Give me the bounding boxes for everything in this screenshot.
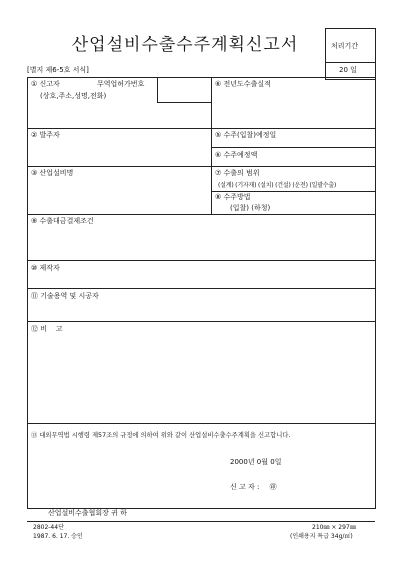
scope-options: (설계) (기자재) (설치) (건설) (운전) (일괄수출) xyxy=(218,182,337,189)
seal-mark: ㊞ xyxy=(269,483,277,491)
divider xyxy=(27,214,375,215)
field-number: ⑥ xyxy=(215,80,222,88)
applicant-label xyxy=(31,80,60,89)
payment-text: 수출대금결제조건 xyxy=(39,217,94,225)
declaration-text xyxy=(31,432,290,440)
declaration-date: 2000년 0월 0일 xyxy=(230,458,282,466)
bid-date-label xyxy=(215,131,276,140)
field-number: ⑦ xyxy=(215,169,222,177)
field-number: ⑥ xyxy=(215,151,222,159)
addressee: 산업설비수출협회장 귀 하 xyxy=(48,509,127,517)
divider xyxy=(27,423,375,424)
divider xyxy=(157,77,158,102)
declarant-text: 신 고 자 : xyxy=(230,483,260,491)
service-label xyxy=(31,292,99,301)
field-number: ⑨ xyxy=(31,217,38,225)
prev-year-label xyxy=(215,80,271,89)
remarks-label xyxy=(31,325,63,334)
method-text: 수주방법 xyxy=(223,193,251,201)
field-number: ⑫ xyxy=(31,325,38,333)
plant-name-text: 산업설비명 xyxy=(39,169,74,177)
declaration-body: 대외무역법 시행령 제57조의 규정에 의하여 위와 같이 산업설비수출수주계획을 신고합니다. xyxy=(39,432,291,439)
approval-date: 1987. 6. 17. 승인 xyxy=(33,533,83,540)
form-title: 산업설비수출수주계획신고서 xyxy=(71,35,299,55)
processing-period-value: 20 일 xyxy=(339,66,357,74)
divider xyxy=(211,77,212,214)
field-number: ① xyxy=(31,80,38,88)
paper-spec: (인쇄용지 특급 34g/㎡) xyxy=(290,533,353,540)
processing-period-label: 처리기간 xyxy=(331,42,359,50)
maker-label xyxy=(31,264,60,273)
divider xyxy=(211,147,375,148)
divider xyxy=(27,321,375,322)
orderer-label xyxy=(31,131,60,140)
divider xyxy=(157,102,211,103)
scope-label xyxy=(215,169,260,178)
scope-text: 수출의 범위 xyxy=(223,169,260,177)
divider xyxy=(325,62,375,63)
remarks-text: 비 고 xyxy=(40,325,63,333)
field-number: ③ xyxy=(31,169,38,177)
applicant-text: 신고자 xyxy=(39,80,60,88)
field-number: ⑪ xyxy=(31,292,38,300)
divider xyxy=(27,288,375,289)
paper-size: 210㎜ × 297㎜ xyxy=(312,524,356,531)
bid-date-text: 수주(입찰)예정일 xyxy=(223,131,277,139)
orderer-text: 발주자 xyxy=(39,131,60,139)
method-options: (입찰) (하청) xyxy=(230,204,271,212)
plant-name-label xyxy=(31,169,73,178)
field-number: ② xyxy=(31,131,38,139)
declarant-label xyxy=(230,483,277,492)
footer-divider xyxy=(27,521,375,522)
amount-text: 수주예정액 xyxy=(223,151,258,159)
amount-label xyxy=(215,151,257,160)
service-text: 기술용역 및 시공자 xyxy=(40,292,99,300)
maker-text: 제작자 xyxy=(39,264,60,272)
divider xyxy=(27,260,375,261)
field-number: ⑩ xyxy=(31,264,38,272)
divider xyxy=(211,191,375,192)
divider xyxy=(27,166,375,167)
divider xyxy=(27,128,375,129)
applicant-sub-label: (상호,주소,성명,전화) xyxy=(40,92,107,100)
prev-year-text: 전년도수출실적 xyxy=(223,80,271,88)
trade-license-label: 무역업허가번호 xyxy=(97,80,145,88)
method-label xyxy=(215,193,251,202)
form-number: [별지 제6-5호 서식] xyxy=(27,66,89,74)
field-number: ⑬ xyxy=(31,432,38,439)
field-number: ⑤ xyxy=(215,131,222,139)
form-code: 2802-44단 xyxy=(33,524,64,531)
field-number: ⑧ xyxy=(215,193,222,201)
payment-label xyxy=(31,217,94,226)
